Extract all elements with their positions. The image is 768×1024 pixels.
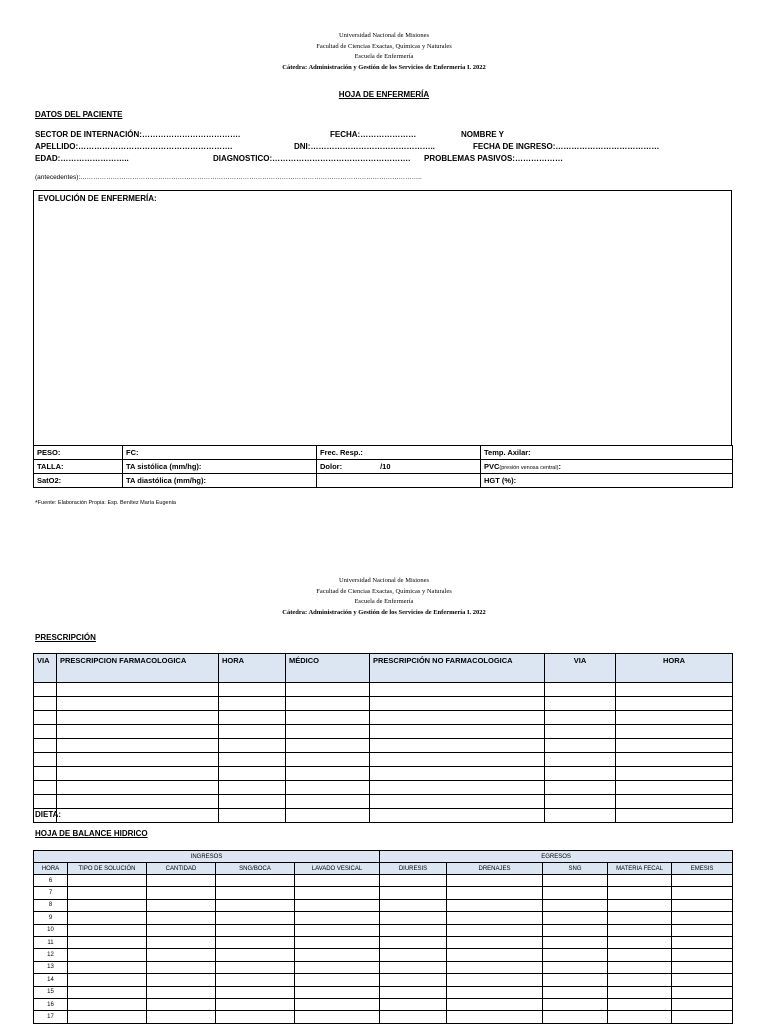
prescription-cell[interactable] <box>34 753 57 767</box>
balance-cell[interactable] <box>672 912 733 924</box>
balance-cell[interactable] <box>543 1011 608 1023</box>
prescription-cell[interactable] <box>370 725 545 739</box>
balance-cell[interactable] <box>380 961 447 973</box>
balance-cell[interactable] <box>447 924 543 936</box>
balance-cell[interactable] <box>216 961 295 973</box>
prescription-cell[interactable] <box>219 795 286 809</box>
pvc-colon: : <box>558 462 561 471</box>
university-name: Universidad Nacional de Misiones <box>338 32 430 39</box>
balance-cell[interactable] <box>380 912 447 924</box>
balance-cell[interactable] <box>672 936 733 948</box>
prescription-cell[interactable] <box>616 683 733 697</box>
balance-cell[interactable] <box>216 1011 295 1023</box>
balance-cell[interactable] <box>447 949 543 961</box>
prescription-cell[interactable] <box>545 767 616 781</box>
prescription-cell[interactable] <box>57 767 219 781</box>
edad-field[interactable]: EDAD:…………………….. <box>35 154 129 163</box>
balance-cell[interactable] <box>295 936 380 948</box>
balance-cell[interactable] <box>672 974 733 986</box>
dolor-scale: /10 <box>380 462 391 471</box>
balance-cell[interactable] <box>380 974 447 986</box>
col-prescripcion-no-farmacologica: PRESCRIPCIÓN NO FARMACOLOGICA <box>370 654 545 683</box>
balance-cell[interactable] <box>147 875 216 887</box>
school-name: Escuela de Enfermería <box>354 53 414 60</box>
balance-cell[interactable] <box>68 961 147 973</box>
balance-cell[interactable] <box>216 887 295 899</box>
balance-cell[interactable] <box>295 986 380 998</box>
balance-cell[interactable] <box>672 949 733 961</box>
balance-cell[interactable] <box>295 875 380 887</box>
school-name: Escuela de Enfermería <box>354 598 414 605</box>
balance-cell[interactable] <box>608 949 672 961</box>
balance-cell[interactable] <box>295 1011 380 1023</box>
prescription-cell[interactable] <box>616 809 733 823</box>
table-row <box>34 936 733 948</box>
pvc-cell[interactable] <box>481 460 733 474</box>
balance-cell[interactable] <box>543 887 608 899</box>
faculty-name: Facultad de Ciencias Exactas, Químicas y Naturales <box>316 587 452 595</box>
balance-cell[interactable] <box>295 912 380 924</box>
hour-cell: 6 <box>34 875 68 887</box>
balance-cell[interactable] <box>147 1011 216 1023</box>
balance-cell[interactable] <box>380 875 447 887</box>
balance-cell[interactable] <box>295 998 380 1010</box>
prescription-cell[interactable] <box>219 767 286 781</box>
table-row <box>34 887 733 899</box>
hour-cell: 9 <box>34 912 68 924</box>
chair-name: Cátedra: Administración y Gestión de los Servicios de Enfermería I. 2022 <box>282 608 486 616</box>
balance-cell[interactable] <box>380 986 447 998</box>
balance-cell[interactable] <box>672 986 733 998</box>
prescription-cell[interactable] <box>57 753 219 767</box>
faculty-name: Facultad de Ciencias Exactas, Químicas y Naturales <box>316 42 452 50</box>
prescription-cell[interactable] <box>57 697 219 711</box>
balance-cell[interactable] <box>447 961 543 973</box>
balance-col-header: LAVADO VESICAL <box>295 863 380 875</box>
balance-cell[interactable] <box>543 974 608 986</box>
table-row <box>34 767 733 781</box>
prescription-cell[interactable] <box>219 781 286 795</box>
table-row <box>34 912 733 924</box>
prescription-cell[interactable] <box>616 795 733 809</box>
table-row <box>34 725 733 739</box>
prescription-table <box>33 653 733 823</box>
empty-cell[interactable] <box>317 474 481 488</box>
balance-cell[interactable] <box>447 974 543 986</box>
prescription-cell[interactable] <box>545 697 616 711</box>
prescription-cell[interactable] <box>286 753 370 767</box>
balance-cell[interactable] <box>672 998 733 1010</box>
chair-name: Cátedra: Administración y Gestión de los Servicios de Enfermería I. 2022 <box>282 63 486 71</box>
balance-cell[interactable] <box>543 875 608 887</box>
prescription-cell[interactable] <box>616 753 733 767</box>
col-hora-2: HORA <box>616 654 733 683</box>
balance-cell[interactable] <box>380 899 447 911</box>
prescription-cell[interactable] <box>370 697 545 711</box>
ta-diastolica-cell[interactable]: TA diastólica (mm/hg): <box>123 474 317 488</box>
balance-cell[interactable] <box>380 936 447 948</box>
balance-cell[interactable] <box>543 912 608 924</box>
evolution-label: EVOLUCIÓN DE ENFERMERÍA: <box>38 194 157 203</box>
table-header-row <box>34 654 733 683</box>
prescription-cell[interactable] <box>57 781 219 795</box>
col-via: VIA <box>34 654 57 683</box>
balance-cell[interactable] <box>608 936 672 948</box>
balance-cell[interactable] <box>216 974 295 986</box>
balance-cell[interactable] <box>147 949 216 961</box>
balance-cell[interactable] <box>447 875 543 887</box>
footnote <box>35 500 176 507</box>
table-row <box>34 899 733 911</box>
prescription-cell[interactable] <box>286 697 370 711</box>
balance-cell[interactable] <box>608 1011 672 1023</box>
prescription-cell[interactable] <box>370 753 545 767</box>
prescription-cell[interactable] <box>545 753 616 767</box>
prescription-cell[interactable] <box>616 739 733 753</box>
balance-cell[interactable] <box>672 961 733 973</box>
prescription-cell[interactable] <box>34 767 57 781</box>
prescription-cell[interactable] <box>286 725 370 739</box>
prescription-cell[interactable] <box>545 809 616 823</box>
prescription-cell[interactable] <box>545 739 616 753</box>
prescription-cell[interactable] <box>370 711 545 725</box>
table-header-row <box>34 851 733 863</box>
balance-cell[interactable] <box>543 936 608 948</box>
prescription-cell[interactable] <box>370 683 545 697</box>
hour-cell: 7 <box>34 887 68 899</box>
talla-cell[interactable]: TALLA: <box>34 460 123 474</box>
balance-cell[interactable] <box>147 974 216 986</box>
prescription-cell[interactable] <box>34 683 57 697</box>
pvc-note: (presión venosa central) <box>499 465 559 471</box>
hour-cell: 12 <box>34 949 68 961</box>
hour-cell: 15 <box>34 986 68 998</box>
balance-cell[interactable] <box>380 924 447 936</box>
balance-cell[interactable] <box>543 899 608 911</box>
table-row <box>34 460 733 474</box>
prescription-cell[interactable] <box>370 809 545 823</box>
prescription-cell[interactable] <box>219 809 286 823</box>
balance-cell[interactable] <box>147 924 216 936</box>
balance-cell[interactable] <box>147 961 216 973</box>
balance-cell[interactable] <box>295 924 380 936</box>
temp-cell[interactable]: Temp. Axilar: <box>481 446 733 460</box>
vitals-table <box>33 445 733 488</box>
table-row <box>34 875 733 887</box>
prescription-cell[interactable] <box>286 781 370 795</box>
balance-cell[interactable] <box>216 936 295 948</box>
table-row <box>34 974 733 986</box>
nombre-field[interactable]: NOMBRE Y <box>461 130 504 139</box>
prescription-cell[interactable] <box>57 711 219 725</box>
footnote-text: Fuente: Elaboración Propia: Esp. Benítez María Eugenia <box>37 500 176 506</box>
balance-cell[interactable] <box>608 998 672 1010</box>
balance-cell[interactable] <box>295 974 380 986</box>
prescription-cell[interactable] <box>616 767 733 781</box>
prescription-cell[interactable] <box>545 781 616 795</box>
antecedentes-field[interactable]: (antecedentes):………………………………………………………………………………………………………………………………………….. <box>35 174 422 181</box>
balance-cell[interactable] <box>608 986 672 998</box>
university-name: Universidad Nacional de Misiones <box>338 577 430 584</box>
prescription-cell[interactable] <box>370 767 545 781</box>
balance-col-header: DRENAJES <box>447 863 543 875</box>
frec-resp-cell[interactable]: Frec. Resp.: <box>317 446 481 460</box>
balance-cell[interactable] <box>608 912 672 924</box>
table-row <box>34 795 733 809</box>
balance-cell[interactable] <box>68 924 147 936</box>
prescription-cell[interactable] <box>219 753 286 767</box>
prescription-cell[interactable] <box>57 683 219 697</box>
balance-cell[interactable] <box>147 912 216 924</box>
balance-cell[interactable] <box>68 949 147 961</box>
balance-cell[interactable] <box>68 1011 147 1023</box>
ingresos-header: INGRESOS <box>34 851 380 863</box>
balance-col-header: MATERIA FECAL <box>608 863 672 875</box>
table-row <box>34 986 733 998</box>
prescription-cell[interactable] <box>286 767 370 781</box>
balance-col-header: DIURESIS <box>380 863 447 875</box>
col-prescripcion-farmacologica: PRESCRIPCION FARMACOLOGICA <box>57 654 219 683</box>
prescription-cell[interactable] <box>545 711 616 725</box>
balance-cell[interactable] <box>608 924 672 936</box>
prescription-cell[interactable] <box>34 739 57 753</box>
prescription-cell[interactable] <box>286 683 370 697</box>
col-hora: HORA <box>219 654 286 683</box>
balance-col-header: HORA <box>34 863 68 875</box>
prescription-cell[interactable] <box>57 739 219 753</box>
balance-cell[interactable] <box>68 974 147 986</box>
balance-cell[interactable] <box>295 887 380 899</box>
problemas-field[interactable]: PROBLEMAS PASIVOS:……………… <box>424 154 563 163</box>
table-row <box>34 961 733 973</box>
balance-col-header: TIPO DE SOLUCIÓN <box>68 863 147 875</box>
balance-col-header: SNG/BOCA <box>216 863 295 875</box>
dolor-label: Dolor: <box>320 462 343 471</box>
balance-cell[interactable] <box>672 1011 733 1023</box>
balance-cell[interactable] <box>216 986 295 998</box>
balance-cell[interactable] <box>216 912 295 924</box>
balance-cell[interactable] <box>672 924 733 936</box>
prescription-cell[interactable] <box>57 725 219 739</box>
balance-cell[interactable] <box>380 998 447 1010</box>
balance-cell[interactable] <box>216 998 295 1010</box>
balance-col-header: SNG <box>543 863 608 875</box>
sheet-title: HOJA DE ENFERMERÍA <box>338 90 430 99</box>
prescription-cell[interactable] <box>286 711 370 725</box>
evolution-box[interactable] <box>33 190 732 446</box>
prescription-cell[interactable] <box>219 683 286 697</box>
prescription-cell[interactable] <box>34 697 57 711</box>
balance-cell[interactable] <box>543 998 608 1010</box>
balance-cell[interactable] <box>216 949 295 961</box>
hour-cell: 10 <box>34 924 68 936</box>
balance-cell[interactable] <box>447 998 543 1010</box>
footnote-mark: * <box>35 500 38 507</box>
col-via-2: VIA <box>545 654 616 683</box>
pvc-label: PVC <box>484 462 500 471</box>
table-row <box>34 711 733 725</box>
prescription-cell[interactable] <box>286 795 370 809</box>
prescription-cell[interactable] <box>545 725 616 739</box>
hour-cell: 13 <box>34 961 68 973</box>
balance-cell[interactable] <box>68 936 147 948</box>
balance-cell[interactable] <box>543 961 608 973</box>
table-row <box>34 683 733 697</box>
prescription-cell[interactable] <box>34 711 57 725</box>
hour-cell: 16 <box>34 998 68 1010</box>
fc-cell[interactable]: FC: <box>123 446 317 460</box>
document-header-2 <box>0 576 768 618</box>
hgt-cell[interactable]: HGT (%): <box>481 474 733 488</box>
prescription-cell[interactable] <box>219 725 286 739</box>
balance-cell[interactable] <box>447 887 543 899</box>
prescription-cell[interactable] <box>219 711 286 725</box>
prescription-cell[interactable] <box>370 795 545 809</box>
table-row <box>34 949 733 961</box>
prescription-cell[interactable] <box>57 809 219 823</box>
balance-cell[interactable] <box>447 986 543 998</box>
balance-cell[interactable] <box>608 875 672 887</box>
col-medico: MÉDICO <box>286 654 370 683</box>
balance-cell[interactable] <box>608 899 672 911</box>
prescription-cell[interactable] <box>34 795 57 809</box>
apellido-field[interactable]: APELLIDO:…………………………………………………. <box>35 142 233 151</box>
hour-cell: 14 <box>34 974 68 986</box>
balance-cell[interactable] <box>295 899 380 911</box>
dieta-label: DIETA: <box>35 810 62 819</box>
table-row <box>34 809 733 823</box>
balance-cell[interactable] <box>68 899 147 911</box>
balance-cell[interactable] <box>68 912 147 924</box>
balance-cell[interactable] <box>147 986 216 998</box>
table-row <box>34 697 733 711</box>
prescription-cell[interactable] <box>286 739 370 753</box>
balance-cell[interactable] <box>68 998 147 1010</box>
balance-cell[interactable] <box>543 986 608 998</box>
balance-col-header: EMESIS <box>672 863 733 875</box>
prescription-cell[interactable] <box>545 795 616 809</box>
balance-cell[interactable] <box>68 887 147 899</box>
balance-cell[interactable] <box>543 924 608 936</box>
table-row <box>34 924 733 936</box>
balance-cell[interactable] <box>672 887 733 899</box>
hour-cell: 17 <box>34 1011 68 1023</box>
fecha-ingreso-field[interactable]: FECHA DE INGRESO:………………………………… <box>473 142 660 151</box>
balance-cell[interactable] <box>147 887 216 899</box>
balance-cell[interactable] <box>672 875 733 887</box>
sector-field[interactable]: SECTOR DE INTERNACIÓN:………………………………. <box>35 130 241 139</box>
balance-cell[interactable] <box>147 998 216 1010</box>
prescription-cell[interactable] <box>57 795 219 809</box>
balance-cell[interactable] <box>447 1011 543 1023</box>
table-header-row <box>34 863 733 875</box>
prescription-cell[interactable] <box>616 711 733 725</box>
table-row <box>34 998 733 1010</box>
balance-cell[interactable] <box>380 1011 447 1023</box>
balance-cell[interactable] <box>608 974 672 986</box>
balance-cell[interactable] <box>147 899 216 911</box>
table-row <box>34 753 733 767</box>
prescription-cell[interactable] <box>545 683 616 697</box>
egresos-header: EGRESOS <box>380 851 733 863</box>
balance-cell[interactable] <box>68 986 147 998</box>
balance-col-header: CANTIDAD <box>147 863 216 875</box>
diagnostico-field[interactable]: DIAGNOSTICO:……………………………………………. <box>213 154 411 163</box>
balance-cell[interactable] <box>608 887 672 899</box>
prescription-cell[interactable] <box>34 725 57 739</box>
dolor-cell[interactable] <box>317 460 481 474</box>
balance-cell[interactable] <box>216 875 295 887</box>
balance-cell[interactable] <box>608 961 672 973</box>
prescription-cell[interactable] <box>219 697 286 711</box>
balance-table <box>33 850 733 1024</box>
dni-field[interactable]: DNI:……………………………………….. <box>294 142 435 151</box>
balance-cell[interactable] <box>447 912 543 924</box>
balance-cell[interactable] <box>380 949 447 961</box>
table-row <box>34 781 733 795</box>
balance-cell[interactable] <box>68 875 147 887</box>
hour-cell: 11 <box>34 936 68 948</box>
balance-cell[interactable] <box>672 899 733 911</box>
patient-section-title: DATOS DEL PACIENTE <box>35 110 123 119</box>
table-row <box>34 474 733 488</box>
prescription-cell[interactable] <box>219 739 286 753</box>
prescription-cell[interactable] <box>370 781 545 795</box>
prescription-cell[interactable] <box>616 697 733 711</box>
balance-cell[interactable] <box>447 936 543 948</box>
table-row <box>34 446 733 460</box>
fecha-field[interactable]: FECHA:………………… <box>330 130 417 139</box>
prescription-cell[interactable] <box>286 809 370 823</box>
prescription-title: PRESCRIPCIÓN <box>35 633 96 642</box>
table-row <box>34 1011 733 1023</box>
sato2-cell[interactable]: SatO2: <box>34 474 123 488</box>
table-row <box>34 739 733 753</box>
prescription-cell[interactable] <box>616 781 733 795</box>
ta-sistolica-cell[interactable]: TA sistólica (mm/hg): <box>123 460 317 474</box>
balance-cell[interactable] <box>543 949 608 961</box>
balance-cell[interactable] <box>216 924 295 936</box>
hour-cell: 8 <box>34 899 68 911</box>
balance-cell[interactable] <box>295 961 380 973</box>
balance-cell[interactable] <box>295 949 380 961</box>
prescription-cell[interactable] <box>34 781 57 795</box>
balance-cell[interactable] <box>147 936 216 948</box>
balance-cell[interactable] <box>380 887 447 899</box>
document-header <box>0 31 768 73</box>
balance-title: HOJA DE BALANCE HIDRICO <box>35 829 148 838</box>
peso-cell[interactable]: PESO: <box>34 446 123 460</box>
prescription-cell[interactable] <box>616 725 733 739</box>
balance-cell[interactable] <box>447 899 543 911</box>
balance-cell[interactable] <box>216 899 295 911</box>
prescription-cell[interactable] <box>370 739 545 753</box>
